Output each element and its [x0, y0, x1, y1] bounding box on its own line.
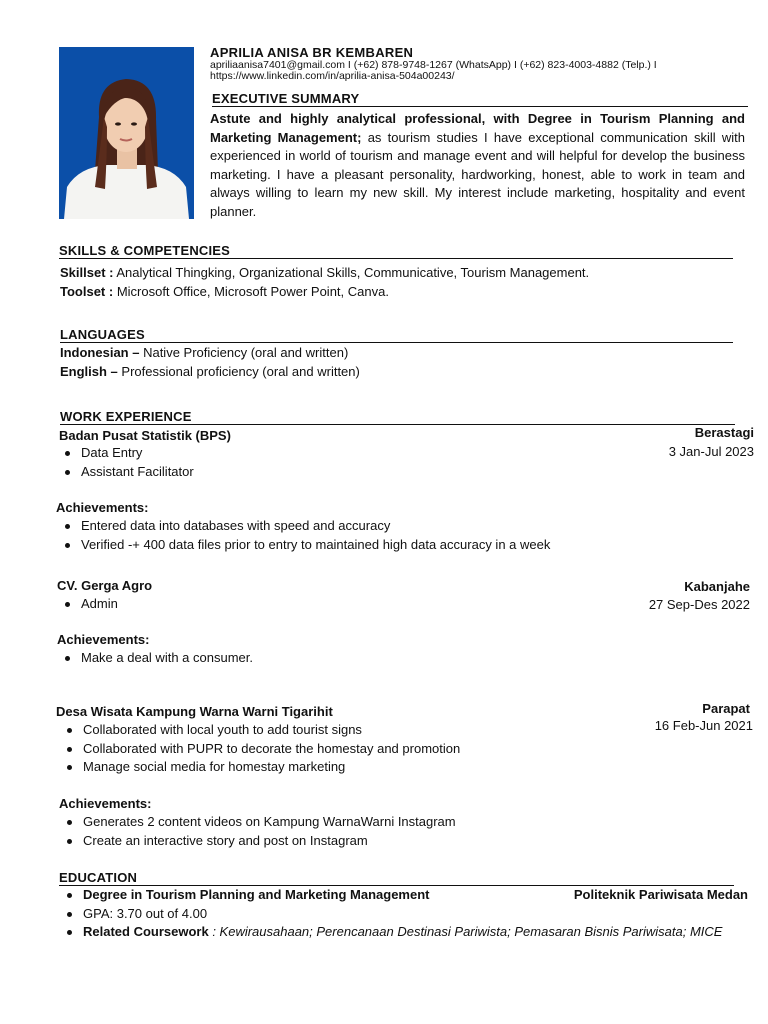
phone-whatsapp: (+62) 878-9748-1267 (WhatsApp) — [353, 59, 512, 71]
profile-photo — [59, 47, 194, 219]
education-list — [59, 886, 754, 942]
achievements-list — [59, 813, 456, 850]
separator: I — [513, 59, 517, 71]
achievements-label: Achievements: — [59, 796, 152, 811]
education-degree-item — [59, 886, 754, 905]
section-title-work — [60, 410, 735, 425]
list-item: Verified -+ 400 data files prior to entry to maintained high data accuracy in a week — [57, 536, 550, 555]
coursework-label: Related Coursework — [83, 924, 209, 939]
job-location: Parapat — [702, 701, 750, 716]
list-item: Admin — [57, 595, 118, 614]
language-level: Professional proficiency (oral and written) — [117, 364, 360, 379]
list-item: Assistant Facilitator — [57, 463, 194, 482]
skillset-row — [60, 263, 589, 282]
candidate-name: APRILIA ANISA BR KEMBAREN — [210, 45, 414, 60]
toolset-value: Microsoft Office, Microsoft Power Point, Canva. — [113, 284, 389, 299]
job-roles — [57, 595, 118, 614]
job-dates: 16 Feb-Jun 2021 — [654, 718, 753, 733]
list-item: Create an interactive story and post on Instagram — [59, 832, 456, 851]
achievements-label: Achievements: — [57, 632, 150, 647]
section-title-education — [59, 871, 734, 886]
list-item: Generates 2 content videos on Kampung WarnaWarni Instagram — [59, 813, 456, 832]
section-title-languages — [60, 328, 733, 343]
list-item: Manage social media for homestay marketing — [59, 758, 460, 777]
languages-title: LANGUAGES — [60, 327, 145, 342]
toolset-label: Toolset : — [60, 284, 114, 299]
language-name: Indonesian – — [60, 345, 140, 360]
education-coursework — [59, 923, 745, 942]
job-roles — [57, 444, 194, 481]
email-link[interactable]: apriliaanisa7401@gmail.com — [210, 59, 345, 71]
summary-title: EXECUTIVE SUMMARY — [212, 91, 360, 106]
work-title: WORK EXPERIENCE — [60, 409, 192, 424]
list-item: Collaborated with local youth to add tourist signs — [59, 721, 460, 740]
language-level: Native Proficiency (oral and written) — [139, 345, 349, 360]
education-degree: Degree in Tourism Planning and Marketing Management — [83, 887, 430, 902]
education-title: EDUCATION — [59, 870, 138, 885]
coursework-value: : Kewirausahaan; Perencanaan Destinasi Pariwista; Pemasaran Bisnis Pariwisata; MICE — [208, 924, 723, 939]
summary-text — [210, 110, 745, 221]
language-row — [60, 362, 360, 381]
job-dates: 3 Jan-Jul 2023 — [668, 444, 754, 459]
achievements-list — [57, 649, 253, 668]
job-location: Kabanjahe — [684, 579, 750, 594]
language-row — [60, 343, 348, 362]
education-school: Politeknik Pariwisata Medan — [573, 887, 748, 902]
section-title-skills — [59, 244, 733, 259]
list-item: Entered data into databases with speed and accuracy — [57, 517, 550, 536]
achievements-label: Achievements: — [56, 500, 149, 515]
job-company: Badan Pusat Statistik (BPS) — [59, 428, 231, 443]
phone-telp: (+62) 823-4003-4882 (Telp.) — [519, 59, 651, 71]
separator: I — [347, 59, 351, 71]
job-company: Desa Wisata Kampung Warna Warni Tigarihit — [56, 704, 333, 719]
job-location: Berastagi — [694, 425, 754, 440]
education-gpa: GPA: 3.70 out of 4.00 — [59, 905, 754, 924]
job-roles — [59, 721, 460, 777]
skills-title: SKILLS & COMPETENCIES — [59, 243, 231, 258]
separator: I — [653, 59, 657, 71]
job-dates: 27 Sep-Des 2022 — [648, 597, 750, 612]
summary-lead: Astute and highly analytical professional, with Degree in Tourism Planning and Marketing Management; — [210, 111, 745, 145]
profile-photo-illustration — [59, 47, 194, 219]
job-company: CV. Gerga Agro — [57, 578, 153, 593]
skillset-label: Skillset : — [60, 265, 114, 280]
contact-info — [210, 60, 750, 82]
section-title-summary — [212, 92, 748, 107]
toolset-row — [60, 282, 389, 301]
language-name: English – — [60, 364, 118, 379]
summary-body: as tourism studies I have exceptional communication skill with experienced in world of tourism and manage event and will helpful for develop the business marketing. I have a pleasant personality, hardworking, honest, able to work in team and always willing to learn my new skill. My interest include marketing, hospitality and event planner. — [210, 129, 745, 219]
list-item: Data Entry — [57, 444, 194, 463]
skillset-value: Analytical Thingking, Organizational Skills, Communicative, Tourism Management. — [113, 265, 590, 280]
list-item: Make a deal with a consumer. — [57, 649, 253, 668]
linkedin-link[interactable]: https://www.linkedin.com/in/aprilia-anisa-504a00243/ — [210, 70, 455, 82]
achievements-list — [57, 517, 550, 554]
list-item: Collaborated with PUPR to decorate the homestay and promotion — [59, 740, 460, 759]
